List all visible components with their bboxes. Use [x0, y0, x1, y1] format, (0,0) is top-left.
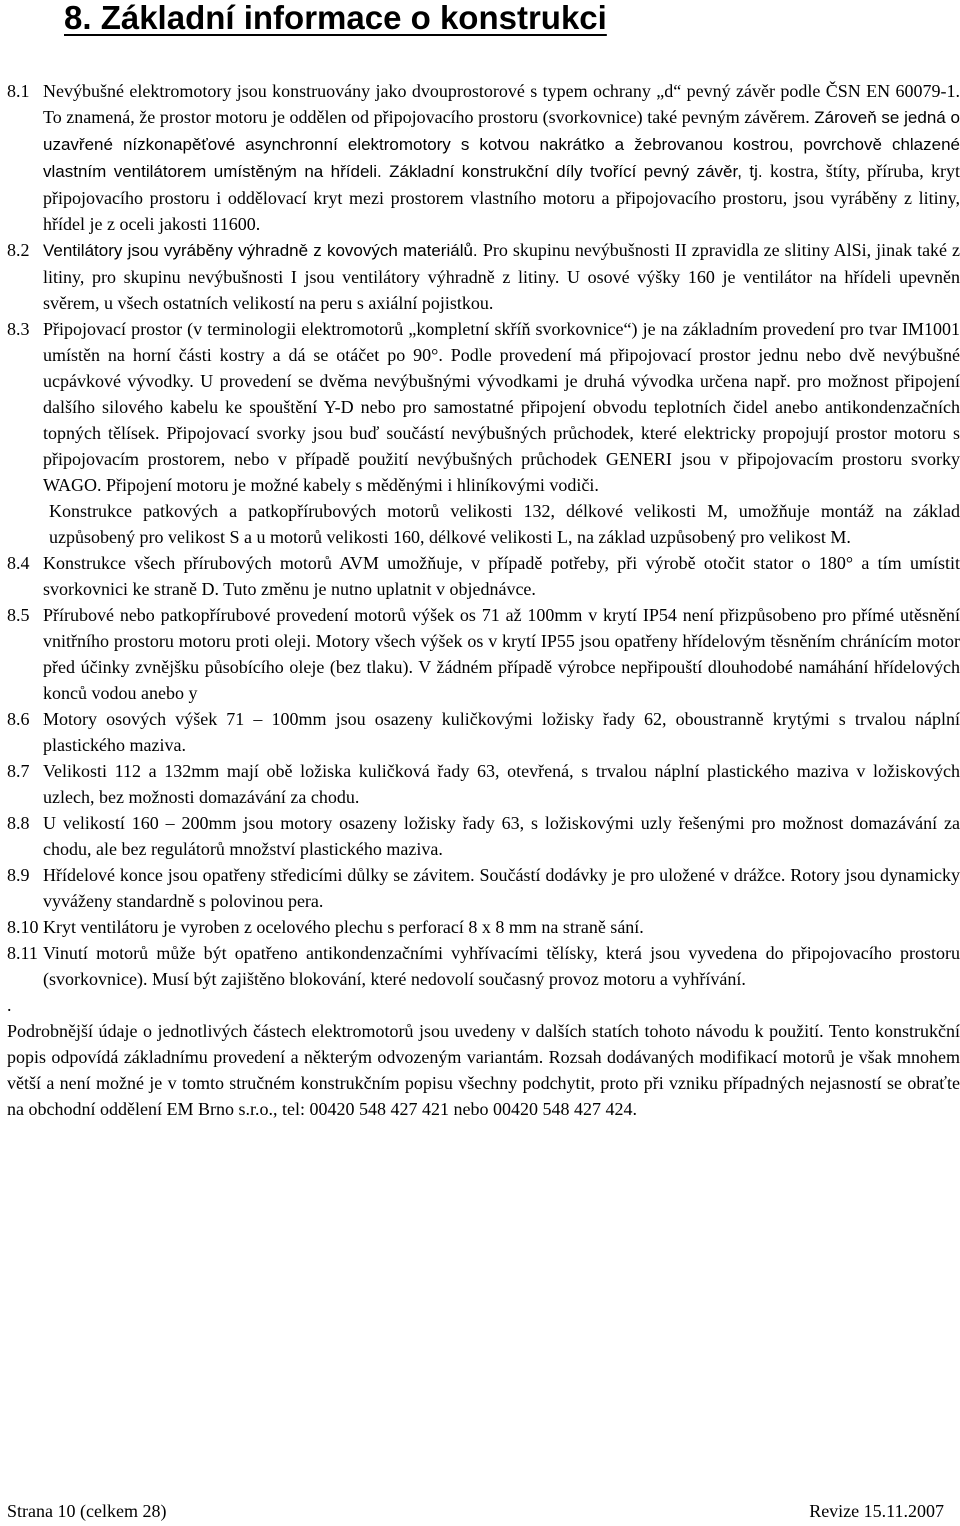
section-text: Hřídelové konce jsou opatřeny středicími důlky se závitem. Součástí dodávky je pro uložené v drážce. Rotory jsou dynamicky vyváženy standardně s polovinou pera.	[43, 865, 960, 911]
section-text: Ventilátory jsou vyráběny výhradně z kovových materiálů.	[43, 241, 483, 260]
section-8-7	[7, 758, 960, 810]
section-text: Vinutí motorů může být opatřeno antikondenzačními vyhřívacími tělísky, která jsou vyvedena do připojovacího prostoru (svorkovnice). Musí být zajištěno blokování, které nedovolí současný provoz motoru a vyhřívání.	[43, 943, 960, 989]
section-number: 8.2	[7, 240, 30, 260]
section-8-8	[7, 810, 960, 862]
section-text: Velikosti 112 a 132mm mají obě ložiska kuličková řady 63, otevřená, s trvalou náplní plastického maziva v ložiskových uzlech, bez možnosti domazávání za chodu.	[43, 761, 960, 807]
section-text: U velikostí 160 – 200mm jsou motory osazeny ložisky řady 63, s ložiskovými uzly řešenými pro možnost domazávání za chodu, ale bez regulátorů množství plastického maziva.	[43, 813, 960, 859]
section-8-5	[7, 602, 960, 706]
section-text: Motory osových výšek 71 – 100mm jsou osazeny kuličkovými ložisky řady 62, oboustranně krytými s trvalou náplní plastického maziva.	[43, 709, 960, 755]
separator-dot: .	[7, 995, 12, 1015]
section-number: 8.3	[7, 319, 30, 339]
section-8-11	[7, 940, 960, 992]
section-number: 8.4	[7, 553, 30, 573]
section-8-6	[7, 706, 960, 758]
section-text: kostra, štíty, příruba, kryt připojovacího prostoru i oddělovací kryt mezi prostorem vlastního motoru a připojovacího prostoru, jsou vyráběny z litiny, hřídel je z oceli jakosti 11600.	[43, 161, 960, 234]
section-8-2	[7, 237, 960, 316]
section-8-3	[7, 316, 960, 498]
revision-date: Revize 15.11.2007	[809, 1501, 944, 1521]
section-text: Pro skupinu nevýbušnosti II zpravidla ze slitiny AlSi, jinak také z litiny, pro skupinu nevýbušnosti I jsou ventilátory výhradně z litiny. U osové výšky 160 je ventilátor na hřídeli upevněn svěrem, u všech ostatních velikostí na peru s axiální pojistkou.	[43, 240, 960, 313]
section-text: Nevýbušné elektromotory jsou konstruovány jako dvouprostorové s typem ochrany „d“ pevný závěr podle ČSN EN 60079-1. To znamená, že prostor motoru je oddělen od připojovacího prostoru (svorkovnice) také pevným závěrem.	[43, 81, 960, 127]
section-number: 8.9	[7, 865, 30, 885]
page-number: Strana 10 (celkem 28)	[7, 1501, 167, 1521]
section-number: 8.6	[7, 709, 30, 729]
section-text: Přírubové nebo patkopřírubové provedení motorů výšek os 71 až 100mm v krytí IP54 není přizpůsobeno pro přímé utěsnění vnitřního prostoru motoru proti oleji. Motory všech výšek os v krytí IP55 jsou opatřeny hřídelovým těsněním chránícím motor před účinky zvnějšku působícího oleje (bez tlaku). V žádném případě výrobce nepřipouští dlouhodobé namáhání hřídelových konců vodou anebo y	[43, 605, 960, 703]
section-text: Konstrukce všech přírubových motorů AVM umožňuje, v případě potřeby, při výrobě otočit stator o 180° a tím umístit svorkovnici ke straně D. Tuto změnu je nutno uplatnit v objednávce.	[43, 553, 960, 599]
section-text: Zároveň se jedná o uzavřené nízkonapěťové asynchronní elektromotory s kotvou nakrátko a žebrovanou kostrou, povrchově chlazené vlastním ventilátorem umístěným na hřídeli. Základní konstrukční díly tvořící pevný závěr, tj.	[43, 108, 960, 181]
section-number: 8.5	[7, 605, 30, 625]
section-number: 8.1	[7, 81, 30, 101]
document-body	[7, 78, 960, 1122]
section-text: Připojovací prostor (v terminologii elektromotorů „kompletní skříň svorkovnice“) je na základním provedení pro tvar IM1001 umístěn na horní části kostry a dá se otáčet po 90°. Podle provedení má připojovací prostor jednu nebo dvě nevýbušné ucpávkové vývodky. U provedení se dvěma nevýbušnými vývodkami je druhá vývodka určena např. pro možnost připojení dalšího silového kabelu ke spouštění Y-D nebo pro samostatné připojení obvodu teplotních čidel anebo antikondenzačních topných tělísek. Připojovací svorky jsou buď součástí nevýbušných průchodek, které elektricky propojují prostor motoru s připojovacím prostorem, nebo v případě použití nevýbušných průchodek GENERI jsou v připojovacím prostoru svorky WAGO. Připojení motoru je možné kabely s měděnými i hliníkovými vodiči.	[43, 319, 960, 495]
section-8-4	[7, 550, 960, 602]
section-8-10	[7, 914, 960, 940]
page-title: 8. Základní informace o konstrukci	[64, 0, 607, 36]
section-number: 8.10	[7, 917, 39, 937]
section-text: Kryt ventilátoru je vyroben z ocelového plechu s perforací 8 x 8 mm na straně sání.	[43, 917, 644, 937]
paragraph-text: Konstrukce patkových a patkopřírubových motorů velikosti 132, délkové velikosti M, umožňuje montáž na základ uzpůsobený pro velikost S a u motorů velikosti 160, délkové velikosti L, na základ uzpůsobený pro velikost M.	[49, 501, 960, 547]
section-8-3-paragraph	[7, 498, 960, 550]
section-number: 8.11	[7, 943, 38, 963]
section-number: 8.7	[7, 761, 30, 781]
section-number: 8.8	[7, 813, 30, 833]
section-8-9	[7, 862, 960, 914]
section-8-1	[7, 78, 960, 237]
closing-paragraph: Podrobnější údaje o jednotlivých částech elektromotorů jsou uvedeny v dalších statích tohoto návodu k použití. Tento konstrukční popis odpovídá základnímu provedení a některým odvozeným variantám. Rozsah dodávaných modifikací motorů je však mnohem větší a není možné je v tomto stručném konstrukčním popisu všechny podchytit, proto při vzniku případných nejasností se obraťte na obchodní oddělení EM Brno s.r.o., tel: 00420 548 427 421 nebo 00420 548 427 424.	[7, 1021, 960, 1119]
